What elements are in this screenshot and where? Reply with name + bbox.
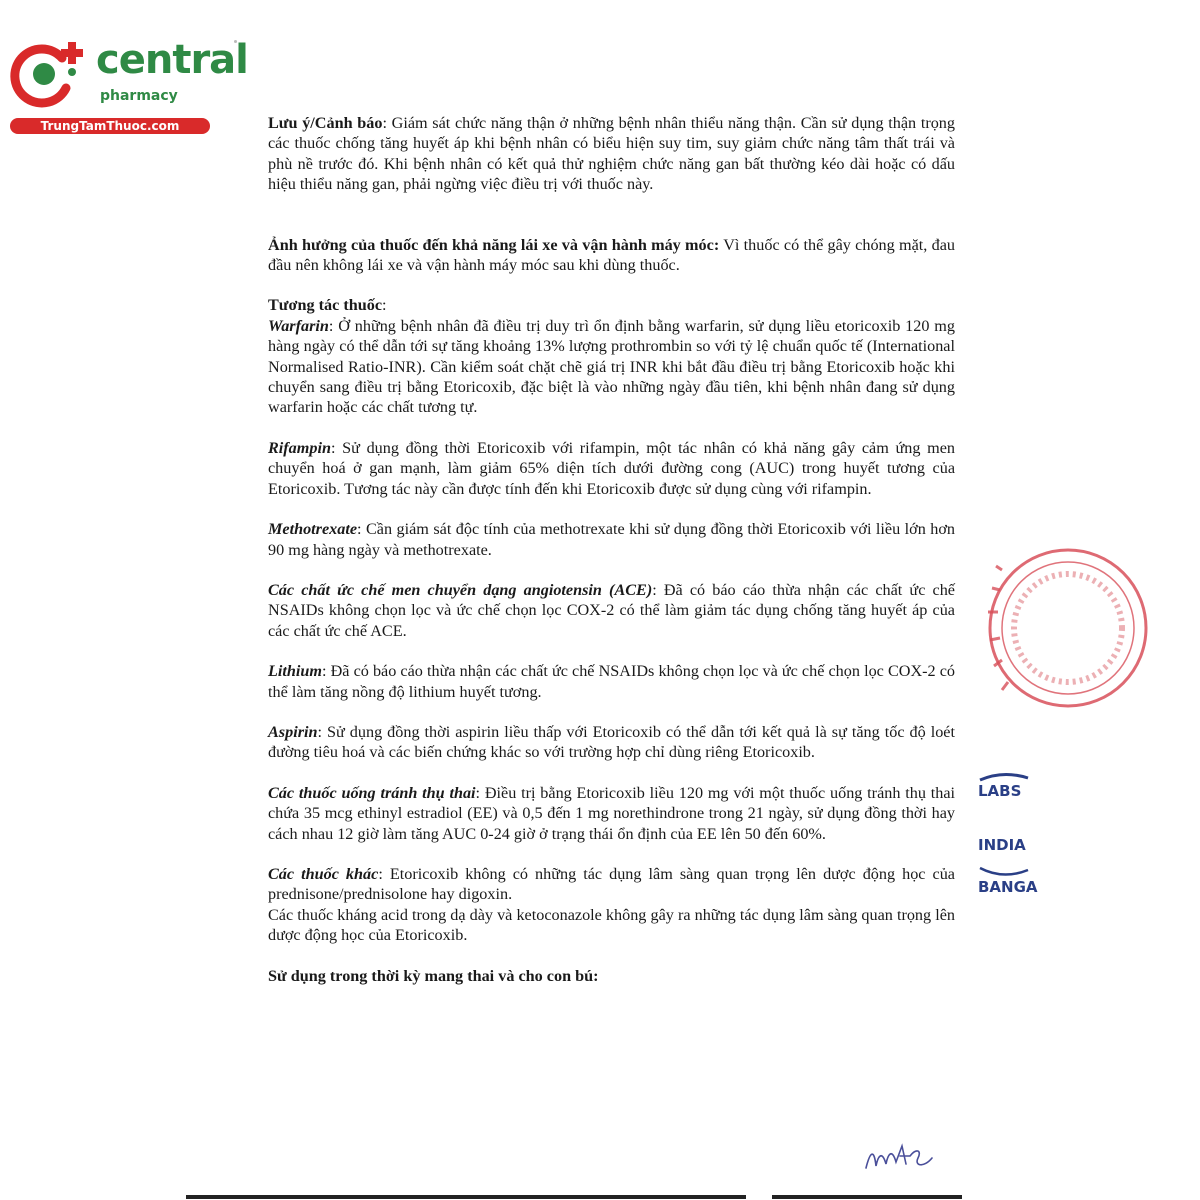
stamp-text-line3: BANGA [978, 878, 1038, 896]
driving-text: Vì thuốc có thể gây chóng mặt, đau đầu nên không lái xe và vận hành máy móc sau khi dùng thuốc. [268, 235, 955, 275]
warfarin-label: Warfarin [268, 316, 329, 335]
contraceptives-text: : Điều trị bằng Etoricoxib liều 120 mg với một thuốc uống tránh thụ thai chứa 35 mcg ethinyl estradiol (EE) và 0,5 đến 1 mg norethindrone trong 21 ngày, sử dụng đồng thời hay cách nhau 12 giờ làm tăng AUC 0-24 giờ ở trạng thái ổn định của EE lên 50 đến 60%. [268, 783, 956, 843]
interactions-heading: Tương tác thuốc [268, 296, 383, 315]
footer-rule-right [772, 1195, 962, 1199]
methotrexate-text: : Cần giám sát độc tính của methotrexate khi sử dụng đồng thời Etoricoxib với liều lớn hơn 90 mg hàng ngày và methotrexate. [268, 520, 955, 559]
interactions-heading-line [268, 295, 955, 315]
others-text: : Etoricoxib không có những tác dụng lâm sàng quan trọng lên dược động học của prednisone/prednisolone hay digoxin. [268, 864, 955, 904]
others-paragraph [268, 864, 955, 905]
contraceptives-label: Các thuốc uống tránh thụ thai [268, 783, 476, 802]
company-seal-stamp [978, 548, 1028, 708]
warning-text: : Giám sát chức năng thận ở những bệnh nhân thiểu năng thận. Cần sử dụng thận trọng các thuốc chống tăng huyết áp khi bệnh nhân có biểu hiện suy tim, suy giảm chức năng tâm thất trái và phù nề trước đó. Khi bệnh nhân có kết quả thử nghiệm chức năng gan bất thường kéo dài hoặc có dấu hiệu thiểu năng gan, phải ngừng việc điều trị với thuốc này. [268, 114, 955, 194]
aspirin-label: Aspirin [268, 722, 318, 741]
warfarin-text: : Ở những bệnh nhân đã điều trị duy trì ổn định bằng warfarin, sử dụng liều etoricoxib 120 mg hàng ngày có thể dẫn tới sự tăng khoảng 13% lượng prothrombin so với tỷ lệ chuẩn quốc tế (International Normalised Ratio-INR). Cần kiểm soát chặt chẽ giá trị INR khi bắt đầu điều trị bằng Etoricoxib hoặc khi chuyển sang điều trị bằng Etoricoxib, đặc biệt là vào những ngày đầu tiên, khi bệnh nhân đang sử dụng warfarin hoặc các chất tương tự. [268, 316, 955, 417]
driving-heading: Ảnh hưởng của thuốc đến khả năng lái xe và vận hành máy móc: [268, 235, 720, 254]
stamp-text-line1: LABS [978, 782, 1022, 800]
driving-paragraph [268, 235, 955, 276]
ace-label: Các chất ức chế men chuyển dạng angiotensin (ACE) [268, 580, 653, 599]
footer-rule-left [186, 1195, 746, 1199]
others-paragraph-2: Các thuốc kháng acid trong dạ dày và ketoconazole không gây ra những tác dụng lâm sàng quan trọng lên dược động học của Etoricoxib. [268, 905, 955, 945]
rifampin-text: : Sử dụng đồng thời Etoricoxib với rifampin, một tác nhân có khả năng gây cảm ứng men chuyển hoá ở gan mạnh, làm giảm 65% diện tích dưới đường cong (AUC) trong huyết tương của Etoricoxib. Tương tác này cần được tính đến khi Etoricoxib được sử dụng cùng với rifampin. [268, 438, 955, 498]
pregnancy-heading-line [268, 966, 955, 986]
ace-text: : Đã có báo cáo thừa nhận các chất ức chế NSAIDs không chọn lọc và ức chế chọn lọc COX-2 có thể làm giảm tác dụng chống tăng huyết áp của các chất ức chế ACE. [268, 580, 955, 640]
lithium-paragraph [268, 661, 955, 702]
warning-paragraph [268, 113, 955, 195]
lithium-text: : Đã có báo cáo thừa nhận các chất ức chế NSAIDs không chọn lọc và ức chế chọn lọc COX-2 có thể làm tăng nồng độ lithium huyết tương. [268, 662, 955, 701]
interactions-heading-colon: : [382, 296, 387, 315]
brand-name: central [96, 37, 248, 83]
pregnancy-heading: Sử dụng trong thời kỳ mang thai và cho con bú: [268, 966, 599, 985]
brand-sub: pharmacy [100, 88, 178, 104]
ace-paragraph [268, 580, 955, 641]
brand-url[interactable]: TrungTamThuoc.com [10, 118, 210, 134]
others-label: Các thuốc khác [268, 864, 379, 883]
stamp-text-line2: INDIA [978, 836, 1026, 854]
methotrexate-label: Methotrexate [268, 520, 358, 539]
company-stamp-blue [978, 772, 1038, 907]
aspirin-text: : Sử dụng đồng thời aspirin liều thấp với Etoricoxib có thể dẫn tới kết quả là sự tăng tốc độ loét đường tiêu hoá và các biến chứng khác so với trường hợp chỉ dùng riêng Etoricoxib. [268, 722, 955, 762]
aspirin-paragraph [268, 722, 955, 763]
document-body [268, 113, 955, 986]
warning-heading: Lưu ý/Cảnh báo [268, 114, 383, 132]
central-pharmacy-logo-icon [10, 38, 90, 108]
methotrexate-paragraph [268, 519, 955, 560]
brand-logo[interactable] [10, 36, 248, 136]
rifampin-paragraph [268, 438, 955, 499]
warfarin-paragraph [268, 316, 955, 418]
rifampin-label: Rifampin [268, 438, 331, 457]
signature-icon [862, 1138, 942, 1178]
contraceptives-paragraph [268, 783, 955, 844]
lithium-label: Lithium [268, 662, 322, 681]
stamp-ring-icon [978, 772, 1028, 907]
